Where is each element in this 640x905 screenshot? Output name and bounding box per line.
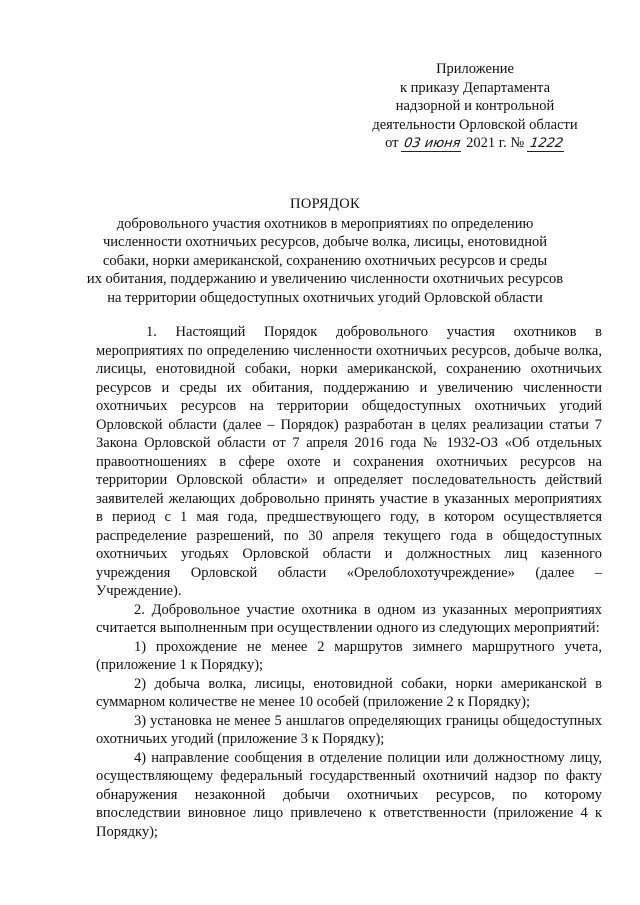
year-text: 2021 г. № (466, 135, 525, 151)
list-item-2: 2) добыча волка, лисицы, енотовидной собаки, норки американской в суммарном количестве не менее 10 особей (приложение 2 к Порядку); (96, 675, 602, 710)
appendix-line-4: деятельности Орловской области (372, 116, 578, 133)
appendix-date-line (360, 134, 590, 153)
paragraph-2: 2. Добровольное участие охотника в одном из указанных мероприятиях считается выполненным при осуществлении одного из следующих мероприятий: (96, 601, 602, 636)
title-line: их обитания, поддержанию и увеличению численности охотничьих ресурсов (86, 271, 564, 287)
list-item-3: 3) установка не менее 5 аншлагов определяющих границы общедоступных охотничьих угодий (приложение 3 к Порядку); (96, 712, 602, 747)
list-item-1: 1) прохождение не менее 2 маршрутов зимнего маршрутного учета, (приложение 1 к Порядку); (96, 638, 602, 673)
title-line: добровольного участия охотников в мероприятиях по определению (116, 215, 534, 232)
handwritten-number: 1222 (527, 136, 566, 152)
list-item-4: 4) направление сообщения в отделение полиции или должностному лицу, осуществляющему федеральный государственный охотничий надзор по факту обнаружения незаконной добычи охотничьих ресурсов, по которому впоследствии виновное лицо привлечено к ответственности (приложение 4 к Порядку); (96, 749, 602, 840)
appendix-block (360, 60, 590, 153)
title-heading: ПОРЯДОК (290, 196, 360, 212)
document-body (96, 323, 602, 841)
appendix-line-2: к приказу Департамента (399, 79, 551, 96)
appendix-line-1: Приложение (436, 61, 514, 77)
appendix-line-3: надзорной и контрольной (395, 98, 555, 114)
title-line: собаки, норки американской, сохранению охотничьих ресурсов и среды (102, 252, 548, 269)
document-title (80, 195, 570, 307)
paragraph-1: 1. Настоящий Порядок добровольного участия охотников в мероприятиях по определению численности охотничьих ресурсов, добыче волка, лисицы, енотовидной собаки, норки американской, сохранению охотничьих ресурсов и среды их обитания, поддержанию и увеличению численности охотничьих ресурсов на территории общедоступных охотничьих угодий Орловской области (далее – Порядок) разработан в целях реализации статьи 7 Закона Орловской области от 7 апреля 2016 года № 1932-ОЗ «Об отдельных правоотношениях в сфере охоте и сохранения охотничьих ресурсов на территории Орловской области» и определяет последовательность действий заявителей желающих добровольно принять участие в указанных мероприятиях в период с 1 мая года, предшествующего году, в котором осуществляется распределение разрешений, по 30 апреля текущего года в общедоступных охотничьих угодьях Орловской области и должностных лиц казенного учреждения Орловской области «Орелоблохотучреждение» (далее – Учреждение). (96, 324, 602, 599)
title-line: численности охотничьих ресурсов, добыче волка, лисицы, енотовидной (102, 234, 548, 250)
title-line: на территории общедоступных охотничьих угодий Орловской области (107, 289, 543, 306)
date-prefix: от (385, 135, 399, 151)
handwritten-date: 03 июня (401, 136, 464, 152)
